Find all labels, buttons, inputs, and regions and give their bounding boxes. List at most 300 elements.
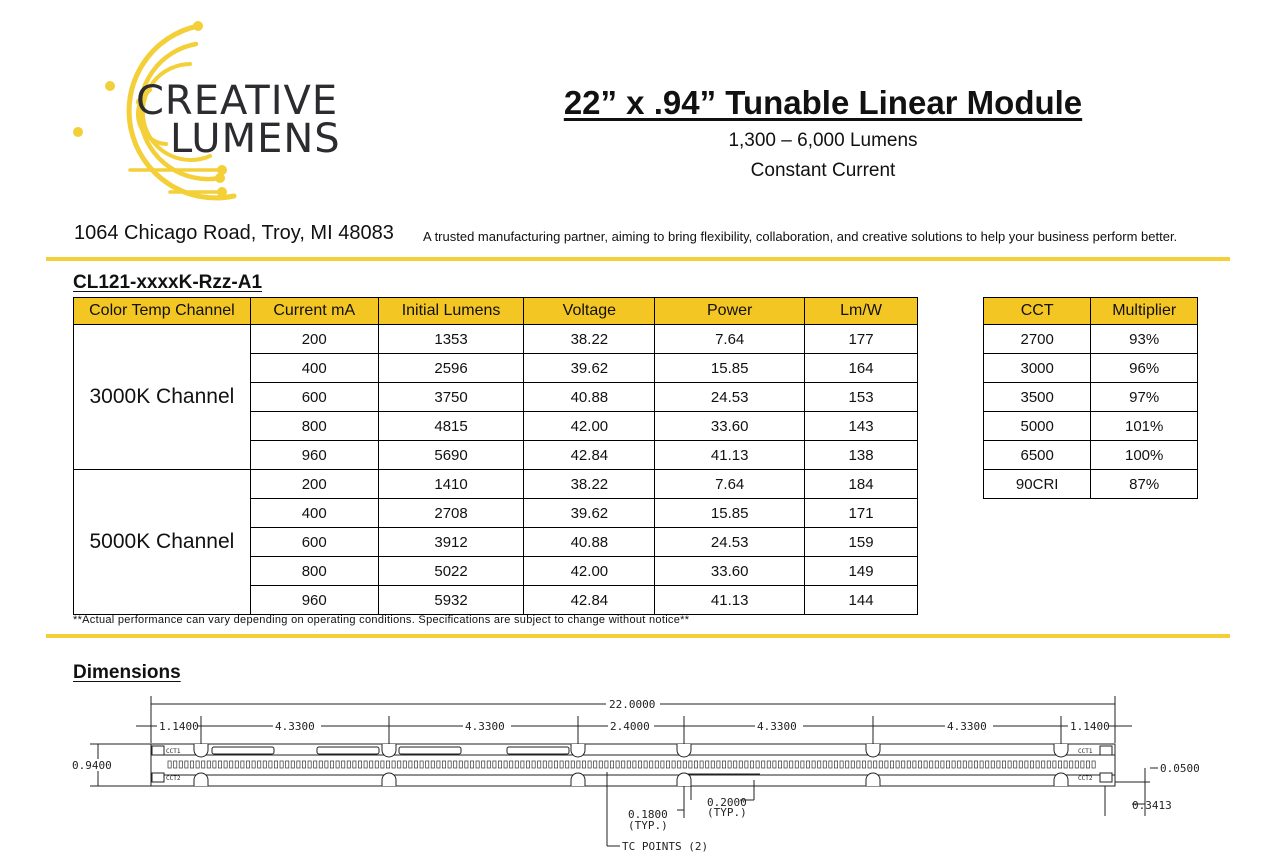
cell: 7.64 xyxy=(655,470,805,499)
led-chip xyxy=(952,761,955,768)
segment-label: 4.3300 xyxy=(757,720,797,733)
led-chip xyxy=(330,761,333,768)
cell: 41.13 xyxy=(655,586,805,615)
led-chip xyxy=(510,761,513,768)
pad-label: CCT1 xyxy=(166,748,181,755)
connector-pad xyxy=(152,773,164,782)
cell: 41.13 xyxy=(655,441,805,470)
led-chip xyxy=(381,761,384,768)
led-chip xyxy=(179,761,182,768)
col-header: Lm/W xyxy=(805,298,918,325)
led-chip xyxy=(465,761,468,768)
led-chip xyxy=(1058,761,1061,768)
cell: 7.64 xyxy=(655,325,805,354)
led-chip xyxy=(980,761,983,768)
led-chip xyxy=(437,761,440,768)
led-chip xyxy=(902,761,905,768)
col-header: Initial Lumens xyxy=(378,298,524,325)
led-chip xyxy=(482,761,485,768)
led-chip xyxy=(274,761,277,768)
mounting-hole xyxy=(382,744,396,757)
col-header: Current mA xyxy=(250,298,378,325)
led-chip xyxy=(426,761,429,768)
led-chip xyxy=(476,761,479,768)
led-chip xyxy=(358,761,361,768)
cell: 171 xyxy=(805,499,918,528)
cell: 101% xyxy=(1091,412,1198,441)
led-chip xyxy=(263,761,266,768)
led-chip xyxy=(196,761,199,768)
cell: 100% xyxy=(1091,441,1198,470)
cell: 42.84 xyxy=(524,586,655,615)
cell: 5932 xyxy=(378,586,524,615)
company-tagline: A trusted manufacturing partner, aiming to bring flexibility, collaboration, and creative solutions to help your business perform better. xyxy=(423,229,1178,244)
cell: 38.22 xyxy=(524,470,655,499)
height-label: 0.9400 xyxy=(72,759,112,772)
led-chip xyxy=(638,761,641,768)
led-chip xyxy=(526,761,529,768)
led-chip xyxy=(398,761,401,768)
cell: 3750 xyxy=(378,383,524,412)
segment-label: 4.3300 xyxy=(465,720,505,733)
led-chip xyxy=(974,761,977,768)
lumens-range: 1,300 – 6,000 Lumens xyxy=(728,130,918,151)
led-chip xyxy=(672,761,675,768)
drive-type: Constant Current xyxy=(750,160,896,181)
led-chip xyxy=(431,761,434,768)
led-chip xyxy=(700,761,703,768)
table-row xyxy=(984,470,1198,499)
mounting-hole xyxy=(571,744,585,757)
led-chip xyxy=(773,761,776,768)
cell: 2708 xyxy=(378,499,524,528)
company-address: 1064 Chicago Road, Troy, MI 48083 xyxy=(74,222,394,244)
led-chip xyxy=(1042,761,1045,768)
led-chip xyxy=(521,761,524,768)
led-chip xyxy=(918,761,921,768)
led-chip xyxy=(762,761,765,768)
page-title: 22” x .94” Tunable Linear Module xyxy=(563,84,1083,121)
led-chip xyxy=(879,761,882,768)
col-header: Color Temp Channel xyxy=(74,298,251,325)
led-chip xyxy=(375,761,378,768)
cell: 15.85 xyxy=(655,354,805,383)
model-number: CL121-xxxxK-Rzz-A1 xyxy=(73,272,263,293)
led-chip xyxy=(986,761,989,768)
mounting-hole xyxy=(1054,744,1068,757)
led-chip xyxy=(885,761,888,768)
mounting-hole xyxy=(866,744,880,757)
hole-width-note: (TYP.) xyxy=(707,806,747,819)
cell: 40.88 xyxy=(524,528,655,557)
led-chip xyxy=(745,761,748,768)
connector-pad xyxy=(152,746,164,755)
led-chip xyxy=(829,761,832,768)
col-header: Multiplier xyxy=(1091,298,1198,325)
led-chip xyxy=(252,761,255,768)
hole-width-label: 0.2000 xyxy=(707,796,747,809)
led-chip xyxy=(1014,761,1017,768)
cell: 153 xyxy=(805,383,918,412)
led-chip xyxy=(622,761,625,768)
led-chip xyxy=(319,761,322,768)
cell: 400 xyxy=(250,499,378,528)
mounting-hole xyxy=(194,773,208,786)
led-chip xyxy=(213,761,216,768)
mounting-hole xyxy=(571,773,585,786)
edge-offset2-label: 0.3413 xyxy=(1132,799,1172,812)
led-chip xyxy=(728,761,731,768)
table-row xyxy=(984,383,1198,412)
cct-header-row xyxy=(984,298,1198,325)
led-chip xyxy=(336,761,339,768)
led-chip xyxy=(1030,761,1033,768)
led-chip xyxy=(616,761,619,768)
led-chip xyxy=(454,761,457,768)
cell: 600 xyxy=(250,383,378,412)
tc-points-label: TC POINTS (2) xyxy=(622,840,709,853)
divider-top xyxy=(46,257,1230,261)
led-chip xyxy=(1036,761,1039,768)
slot xyxy=(212,747,274,754)
cell: 38.22 xyxy=(524,325,655,354)
channel-label: 5000K Channel xyxy=(74,470,251,615)
slot xyxy=(399,747,461,754)
led-chip xyxy=(532,761,535,768)
led-chip xyxy=(790,761,793,768)
cell: 15.85 xyxy=(655,499,805,528)
mounting-hole xyxy=(1054,773,1068,786)
led-chip xyxy=(342,761,345,768)
led-chip xyxy=(711,761,714,768)
led-chip xyxy=(577,761,580,768)
cell: 3000 xyxy=(984,354,1091,383)
cell: 6500 xyxy=(984,441,1091,470)
cell: 39.62 xyxy=(524,354,655,383)
led-chip xyxy=(913,761,916,768)
led-chip xyxy=(280,761,283,768)
led-chip xyxy=(174,761,177,768)
mounting-hole xyxy=(677,773,691,786)
divider-bottom xyxy=(46,634,1230,638)
led-chip xyxy=(582,761,585,768)
led-chip xyxy=(756,761,759,768)
led-chip xyxy=(941,761,944,768)
led-chip xyxy=(543,761,546,768)
led-chip xyxy=(605,761,608,768)
led-chip xyxy=(224,761,227,768)
led-chip xyxy=(694,761,697,768)
led-chip xyxy=(442,761,445,768)
led-chip xyxy=(594,761,597,768)
led-chip xyxy=(190,761,193,768)
led-chip xyxy=(297,761,300,768)
led-chip xyxy=(666,761,669,768)
led-chip xyxy=(347,761,350,768)
led-chip xyxy=(409,761,412,768)
led-chip xyxy=(1002,761,1005,768)
pad-label: CCT2 xyxy=(166,775,181,782)
led-chip xyxy=(874,761,877,768)
cell: 2596 xyxy=(378,354,524,383)
led-chip xyxy=(1025,761,1028,768)
led-chip xyxy=(498,761,501,768)
segment-label: 2.4000 xyxy=(610,720,650,733)
led-chip xyxy=(818,761,821,768)
led-chip xyxy=(403,761,406,768)
slot xyxy=(507,747,569,754)
led-chip xyxy=(1064,761,1067,768)
cell: 4815 xyxy=(378,412,524,441)
led-chip xyxy=(857,761,860,768)
led-chip xyxy=(997,761,1000,768)
led-chip xyxy=(689,761,692,768)
led-chip xyxy=(459,761,462,768)
led-chip xyxy=(314,761,317,768)
led-chip xyxy=(633,761,636,768)
led-chip xyxy=(795,761,798,768)
led-chip xyxy=(560,761,563,768)
led-chip xyxy=(392,761,395,768)
connector-pad xyxy=(1100,746,1112,755)
led-chip xyxy=(504,761,507,768)
led-chip xyxy=(235,761,238,768)
cell: 200 xyxy=(250,470,378,499)
led-chip xyxy=(218,761,221,768)
led-chip xyxy=(655,761,658,768)
led-chip xyxy=(207,761,210,768)
cell: 960 xyxy=(250,586,378,615)
pad-label: CCT1 xyxy=(1078,748,1093,755)
cell: 149 xyxy=(805,557,918,586)
cell: 138 xyxy=(805,441,918,470)
led-chip xyxy=(717,761,720,768)
led-chip xyxy=(823,761,826,768)
led-chip xyxy=(930,761,933,768)
cell: 144 xyxy=(805,586,918,615)
cell: 5022 xyxy=(378,557,524,586)
led-chip xyxy=(750,761,753,768)
led-chip xyxy=(308,761,311,768)
logo-line-1: CREATIVE xyxy=(136,78,339,124)
cell: 5690 xyxy=(378,441,524,470)
cell: 24.53 xyxy=(655,383,805,412)
led-chip xyxy=(890,761,893,768)
led-chip xyxy=(963,761,966,768)
led-chip xyxy=(610,761,613,768)
led-chip xyxy=(325,761,328,768)
col-header: Voltage xyxy=(524,298,655,325)
table-row xyxy=(74,470,918,499)
dimension-drawing xyxy=(60,688,1210,858)
led-chip xyxy=(1086,761,1089,768)
led-chip xyxy=(706,761,709,768)
mounting-hole xyxy=(194,744,208,757)
led-chip xyxy=(386,761,389,768)
cell: 2700 xyxy=(984,325,1091,354)
led-chip xyxy=(571,761,574,768)
led-chip xyxy=(420,761,423,768)
led-chip xyxy=(353,761,356,768)
cell: 800 xyxy=(250,412,378,441)
cell: 3500 xyxy=(984,383,1091,412)
slot-width-note: (TYP.) xyxy=(628,819,668,832)
led-chip xyxy=(734,761,737,768)
led-chip xyxy=(650,761,653,768)
led-chip xyxy=(644,761,647,768)
cell: 3912 xyxy=(378,528,524,557)
led-chip xyxy=(907,761,910,768)
led-chip xyxy=(1019,761,1022,768)
cell: 90CRI xyxy=(984,470,1091,499)
cell: 143 xyxy=(805,412,918,441)
led-chip xyxy=(515,761,518,768)
cell: 5000 xyxy=(984,412,1091,441)
led-chip xyxy=(230,761,233,768)
edge-offset-label: 0.0500 xyxy=(1160,762,1200,775)
led-chip xyxy=(1047,761,1050,768)
cell: 164 xyxy=(805,354,918,383)
table-row xyxy=(984,325,1198,354)
cell: 42.00 xyxy=(524,557,655,586)
led-chip xyxy=(1092,761,1095,768)
led-chip xyxy=(801,761,804,768)
led-chip xyxy=(1070,761,1073,768)
led-chip xyxy=(846,761,849,768)
cell: 1410 xyxy=(378,470,524,499)
cell: 159 xyxy=(805,528,918,557)
led-chip xyxy=(168,761,171,768)
led-chip xyxy=(493,761,496,768)
led-chip xyxy=(806,761,809,768)
mounting-hole xyxy=(382,773,396,786)
cell: 33.60 xyxy=(655,557,805,586)
led-chip xyxy=(896,761,899,768)
led-chip xyxy=(185,761,188,768)
cell: 600 xyxy=(250,528,378,557)
cell: 33.60 xyxy=(655,412,805,441)
channel-label: 3000K Channel xyxy=(74,325,251,470)
cell: 1353 xyxy=(378,325,524,354)
led-chip xyxy=(1081,761,1084,768)
cell: 960 xyxy=(250,441,378,470)
cell: 87% xyxy=(1091,470,1198,499)
led-chip xyxy=(661,761,664,768)
led-chip xyxy=(778,761,781,768)
led-chip xyxy=(588,761,591,768)
slot-width-label: 0.1800 xyxy=(628,808,668,821)
led-chip xyxy=(599,761,602,768)
segment-label: 4.3300 xyxy=(947,720,987,733)
segment-label: 4.3300 xyxy=(275,720,315,733)
cell: 42.00 xyxy=(524,412,655,441)
led-chip xyxy=(566,761,569,768)
led-chip xyxy=(991,761,994,768)
mounting-hole xyxy=(866,773,880,786)
led-row xyxy=(168,761,1095,768)
table-row xyxy=(984,441,1198,470)
logo-line-2: LUMENS xyxy=(170,116,341,162)
led-chip xyxy=(286,761,289,768)
spec-table xyxy=(73,297,918,615)
led-chip xyxy=(958,761,961,768)
led-chip xyxy=(678,761,681,768)
cell: 40.88 xyxy=(524,383,655,412)
led-chip xyxy=(935,761,938,768)
led-chip xyxy=(538,761,541,768)
led-chip xyxy=(549,761,552,768)
cct-multiplier-table xyxy=(983,297,1198,499)
connector-pad xyxy=(1100,773,1112,782)
led-chip xyxy=(258,761,261,768)
led-chip xyxy=(414,761,417,768)
led-chip xyxy=(767,761,770,768)
led-chip xyxy=(470,761,473,768)
table-row xyxy=(984,412,1198,441)
cell: 24.53 xyxy=(655,528,805,557)
led-chip xyxy=(924,761,927,768)
cell: 96% xyxy=(1091,354,1198,383)
led-chip xyxy=(202,761,205,768)
cell: 200 xyxy=(250,325,378,354)
led-chip xyxy=(946,761,949,768)
cell: 97% xyxy=(1091,383,1198,412)
table-row xyxy=(984,354,1198,383)
table-row xyxy=(74,325,918,354)
led-chip xyxy=(784,761,787,768)
disclaimer: **Actual performance can vary depending on operating conditions. Specifications are subject to change without notice** xyxy=(73,614,690,626)
col-header: CCT xyxy=(984,298,1091,325)
cell: 800 xyxy=(250,557,378,586)
led-chip xyxy=(241,761,244,768)
overall-length-label: 22.0000 xyxy=(609,698,656,711)
segment-label: 1.1400 xyxy=(159,720,199,733)
led-chip xyxy=(1053,761,1056,768)
led-chip xyxy=(683,761,686,768)
segment-label: 1.1400 xyxy=(1070,720,1110,733)
cell: 93% xyxy=(1091,325,1198,354)
led-chip xyxy=(851,761,854,768)
led-chip xyxy=(269,761,272,768)
cell: 39.62 xyxy=(524,499,655,528)
dimensions-title: Dimensions xyxy=(73,662,181,683)
led-chip xyxy=(246,761,249,768)
led-chip xyxy=(834,761,837,768)
led-chip xyxy=(364,761,367,768)
led-chip xyxy=(370,761,373,768)
spec-header-row xyxy=(74,298,918,325)
led-chip xyxy=(487,761,490,768)
mounting-hole xyxy=(677,744,691,757)
led-chip xyxy=(627,761,630,768)
led-chip xyxy=(722,761,725,768)
led-chip xyxy=(739,761,742,768)
led-chip xyxy=(812,761,815,768)
led-chip xyxy=(302,761,305,768)
cell: 184 xyxy=(805,470,918,499)
led-chip xyxy=(1075,761,1078,768)
led-chip xyxy=(554,761,557,768)
led-chip xyxy=(840,761,843,768)
slot xyxy=(317,747,379,754)
led-chip xyxy=(448,761,451,768)
cell: 42.84 xyxy=(524,441,655,470)
col-header: Power xyxy=(655,298,805,325)
logo-wordmark xyxy=(136,78,341,162)
led-chip xyxy=(1008,761,1011,768)
led-chip xyxy=(862,761,865,768)
cell: 177 xyxy=(805,325,918,354)
